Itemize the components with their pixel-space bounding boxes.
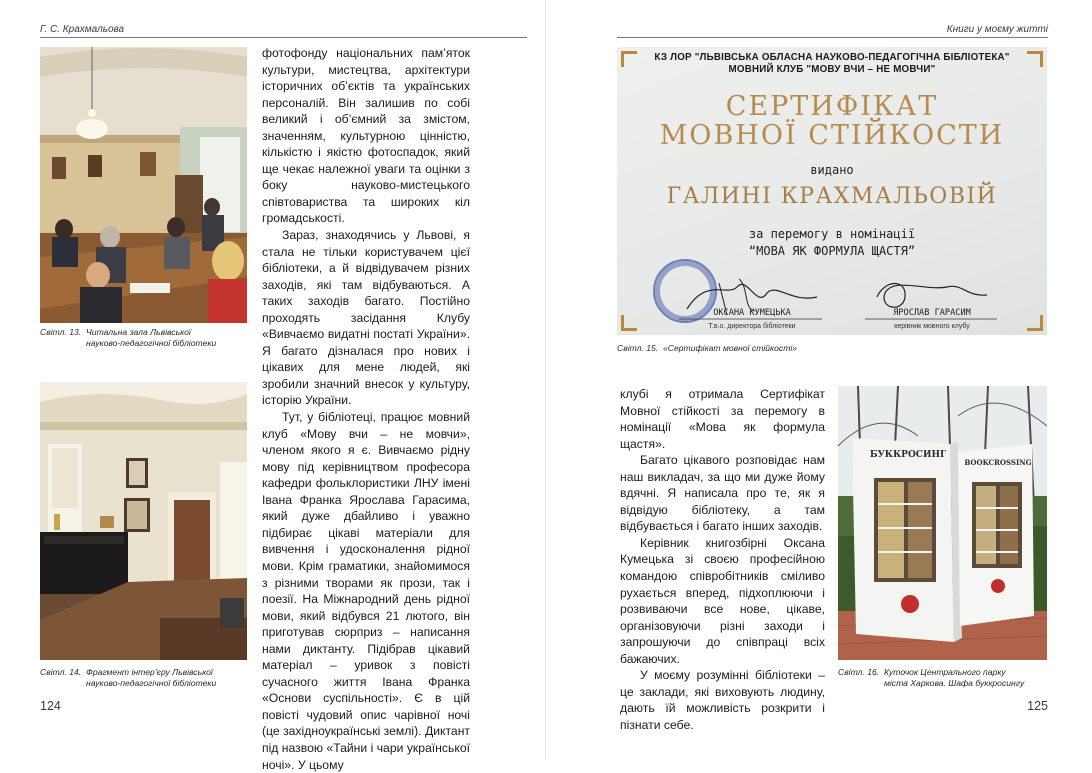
certificate-title-line1: СЕРТИФІКАТ [725, 91, 939, 122]
left-body-text [262, 45, 470, 773]
certificate-signer1-name: ОКСАНА КУМЕЦЬКА [713, 308, 791, 318]
certificate-title-line2: МОВНОЇ СТІЙКОСТИ [659, 120, 1005, 151]
certificate-org-line1: КЗ ЛОР "ЛЬВІВСЬКА ОБЛАСНА НАУКОВО-ПЕДАГОГІЧНА БІБЛІОТЕКА" [654, 52, 1010, 63]
certificate-for-line: за перемогу в номінації [748, 227, 916, 241]
left-paragraph-2: Зараз, знаходячись у Львові, я стала не тільки користувачем цієї бібліотеки, а й відвідувачем різних заходів, які там відбуваються. А таких заходів багато. Постійно проходять засідання Клубу «Вивчаємо видатні постаті України». Я багато дізналася про нових і цікавих для мене людей, які зробили значний внесок у культуру, історію України. [262, 228, 470, 408]
left-paragraph-1: фотофонду національних пам’яток культури, мистецтва, архітектури історичних об’єктів та українських персоналій. Він залишив по собі великий і об’ємний за змістом, значенням, культурною цінністю, кількістю і якістю фотоспадок, який ще чекає належної уваги та оцінки з боку науково-мистецького співтовариства та широких кіл громадськості. [262, 46, 470, 226]
certificate-signer2-role: керівник мовного клубу [894, 323, 970, 330]
left-paragraph-3: Тут, у бібліотеці, працює мовний клуб «Мову вчи – не мовчи», членом якого я є. Вивчаємо рідну мову під керівництвом професора кафедри фольклористики ЛНУ імені Івана Франка Ярослава Гарасима, який дуже дбайливо і уважно підбирає цікаві матеріали для вивчення і удосконалення рідної мови. Крім граматики, знайомимося з різними творами як прози, так і поезії. На Міжнародний день рідної мови, який відбувся 21 лютого, він приготував сюрприз – написання нами диктанту. Підібрав цікавий матеріал – уривок з повісті сучасного життя Івана Франка «Основи суспільності». Є в цій повісті чудовий опис чарівної ночі (це західноукраїнські землі). Диктант під назвою «Тайни і чари української ночі». У цьому [262, 410, 471, 772]
figure-14-caption [40, 667, 250, 689]
left-page-number: 124 [40, 699, 61, 713]
right-paragraph-3: Керівник книгозбірні Оксана Кумецька зі своєю професійною командою співробітників сміливо рухається вперед, підхоплюючи і розвиваючи все нове, цікаве, організовуючи різні заходи і запрошуючи до співпраці всіх бажаючих. [620, 535, 825, 666]
interior-photo [40, 382, 247, 660]
certificate-signer1-role: Т.в.о. директора бібліотеки [708, 323, 796, 330]
cabinet-sign-english: BOOKCROSSING [964, 458, 1032, 467]
right-paragraph-2: Багато цікавого розповідає нам наш викладач, за що ми дуже йому вдячні. Я написала про те, як я відвідую бібліотеку, а там відбувається і багато інших заходів. [620, 453, 825, 534]
certificate-signer2-name: ЯРОСЛАВ ГАРАСИМ [893, 308, 971, 318]
spread-gutter [545, 0, 546, 759]
certificate-photo [617, 47, 1047, 335]
right-running-head: Книги у моєму житті [946, 24, 1048, 35]
figure-16-number: Світл. 16. [838, 667, 880, 677]
certificate-issued: видано [810, 163, 854, 177]
figure-15-caption-line1: «Сертифікат мовної стійкості» [663, 343, 798, 353]
left-head-rule [40, 37, 527, 38]
right-head-rule [617, 37, 1048, 38]
figure-14-caption-line2: науково-педагогічної бібліотеки [86, 678, 217, 688]
figure-15-number: Світл. 15. [617, 343, 659, 353]
right-paragraph-1: клубі я отримала Сертифікат Мовної стійкості за перемогу в номінації «Мова як формула щастя». [620, 387, 825, 451]
right-page-number: 125 [1027, 699, 1048, 713]
reading-hall-photo [40, 47, 247, 323]
cabinet-sign-ukrainian: БУККРОСИНГ [869, 450, 947, 460]
figure-16-caption-line1: Куточок Центрального парку [884, 667, 1006, 677]
figure-16-caption [838, 667, 1052, 689]
figure-14-number: Світл. 14. [40, 667, 82, 677]
certificate-org-line2: МОВНИЙ КЛУБ "МОВУ ВЧИ – НЕ МОВЧИ" [728, 64, 936, 75]
figure-16-caption-line2: міста Харкова. Шафа буккросингу [884, 678, 1025, 688]
certificate-recipient: ГАЛИНІ КРАХМАЛЬОВІЙ [666, 184, 998, 209]
left-running-head: Г. С. Крахмальова [40, 24, 125, 35]
right-body-text [620, 386, 825, 733]
figure-13-number: Світл. 13. [40, 327, 82, 337]
certificate-nomination: “МОВА ЯК ФОРМУЛА ЩАСТЯ” [748, 244, 916, 258]
figure-13-caption [40, 327, 250, 349]
bookcrossing-photo [838, 386, 1047, 660]
figure-14-caption-line1: Фрагмент інтер’єру Львівської [86, 667, 213, 677]
figure-13-caption-line1: Читальна зала Львівської [86, 327, 191, 337]
signatures-icon [617, 47, 1047, 335]
figure-13-caption-line2: науково-педагогічної бібліотеки [86, 338, 217, 348]
right-paragraph-4: У моєму розумінні бібліотеки – це заклади, які виховують людину, дають їй можливість розкрити і пізнати себе. [620, 668, 825, 732]
figure-15-caption [617, 343, 917, 354]
